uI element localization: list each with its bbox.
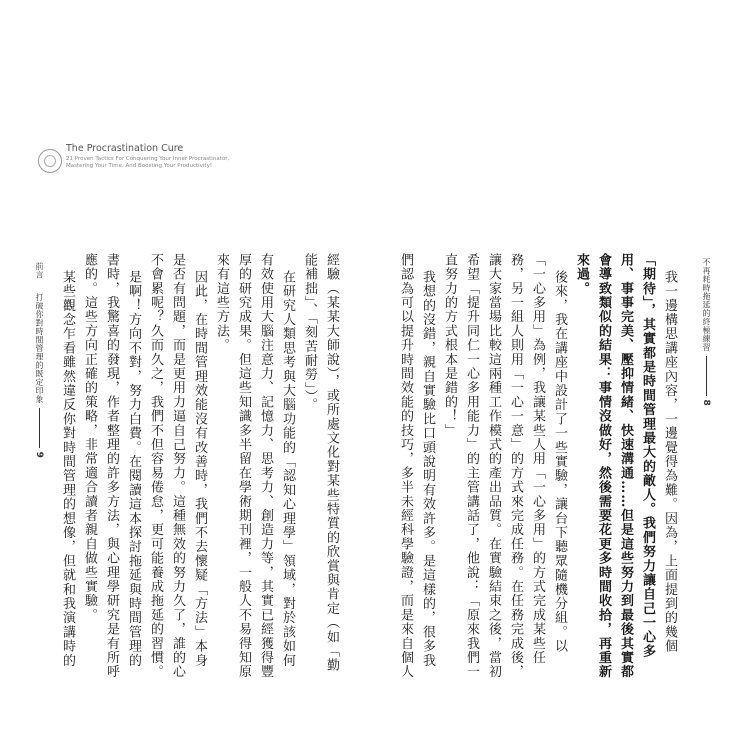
- text-column: 後來，我在講座中設計了一些實驗，讓台下聽眾隨機分組。以: [552, 270, 567, 654]
- header-rule: [39, 408, 40, 448]
- text-column: 「期待」，其實都是時間管理最大的敵人。我們努力讓自己一心多: [640, 253, 655, 659]
- left-page-number: 9: [34, 451, 44, 459]
- right-page-number: 8: [701, 399, 711, 407]
- logo-title: The Procrastination Cure: [66, 143, 184, 154]
- text-column: 會導致類似的結果：事情沒做好，然後需要花更多時間收拾，再重新: [596, 253, 611, 679]
- right-running-head: [701, 258, 712, 406]
- text-column: 有效使用大腦注意力、記憶力、思考力、創造力等，其實已經獲得豐: [258, 253, 273, 679]
- text-column: 讓大家當場比較這兩種工作模式的產出品質。在實驗結束之後，當初: [486, 253, 501, 679]
- right-running-title: 不再耗時拖延的終極練習: [702, 258, 711, 352]
- text-column: 用、事事完美、壓抑情緒、快速溝通……但是這些努力到最後其實都: [618, 253, 633, 679]
- text-column: 來有這些方法。: [214, 253, 229, 353]
- text-column: 是啊！方向不對，努力白費。在閱讀這本探討拖延與時間管理的: [126, 270, 141, 668]
- logo-subtitle: [66, 156, 229, 170]
- text-column: 是否有問題，而是更用力逼自己努力。這種無效的努力久了，誰的心: [170, 253, 185, 679]
- text-column: 「一心多用」為例，我讓某些人用「一心多用」的方式完成某些任: [530, 253, 545, 665]
- text-column: 某些觀念乍看雖然違反你對時間管理的想像，但就和我演講時的: [60, 270, 75, 668]
- left-running-head: [34, 262, 45, 458]
- text-column: 經驗（某某大師說），或所處文化對某些特質的欣賞與肯定（如「勤: [324, 253, 339, 673]
- clock-icon: [38, 149, 62, 173]
- text-column: 因此，在時間管理效能沒有改善時，我們不去懷疑「方法」本身: [192, 270, 207, 668]
- logo-subtitle-line: Mastering Your Time, And Boosting Your Productivity!: [66, 163, 213, 169]
- text-column: 務，另一組人則用「一心一意」的方式來完成任務。在任務完成後，: [508, 253, 523, 679]
- text-column: 不會累呢？久而久之，我們不但容易倦怠，更可能養成拖延的習慣。: [148, 253, 163, 679]
- text-column: 厚的研究成果。但這些知識多半留在學術期刊裡，一般人不易得知原: [236, 253, 251, 679]
- text-column: 能補拙」、「刻苦耐勞」）。: [302, 253, 317, 412]
- header-rule: [706, 356, 707, 396]
- series-logo: [38, 143, 278, 183]
- text-column: 來過。: [574, 253, 589, 296]
- text-column: 應的。這些方向正確的策略，非常適合讀者親自做些實驗。: [82, 253, 97, 623]
- left-chapter-label: 前言: [35, 262, 44, 279]
- text-column: 我想的沒錯，親自實驗比口頭說明有效許多。是這樣的，很多我: [420, 270, 435, 668]
- text-column: 書時，我驚喜的發現，作者整理的許多方法，與心理學研究是有所呼: [104, 253, 119, 679]
- text-column: 們認為可以提升時間效能的技巧，多半未經科學驗證，而是來自個人: [398, 253, 413, 679]
- text-column: 我一邊構思講座內容，一邊覺得為難。因為，上面提到的幾個: [662, 270, 677, 654]
- text-column: 直努力的方式根本是錯的！」: [442, 253, 457, 438]
- left-running-title: 打破你對時間管理的既定印象: [35, 293, 44, 404]
- text-column: 希望「提升同仁一心多用能力」的主管講話了，他說：「原來我們一: [464, 253, 479, 679]
- text-column: 在研究人類思考與大腦功能的「認知心理學」領域，對於該如何: [280, 270, 295, 668]
- logo-subtitle-line: 21 Proven Tactics For Conquering Your Inner Procrastinator,: [66, 156, 230, 162]
